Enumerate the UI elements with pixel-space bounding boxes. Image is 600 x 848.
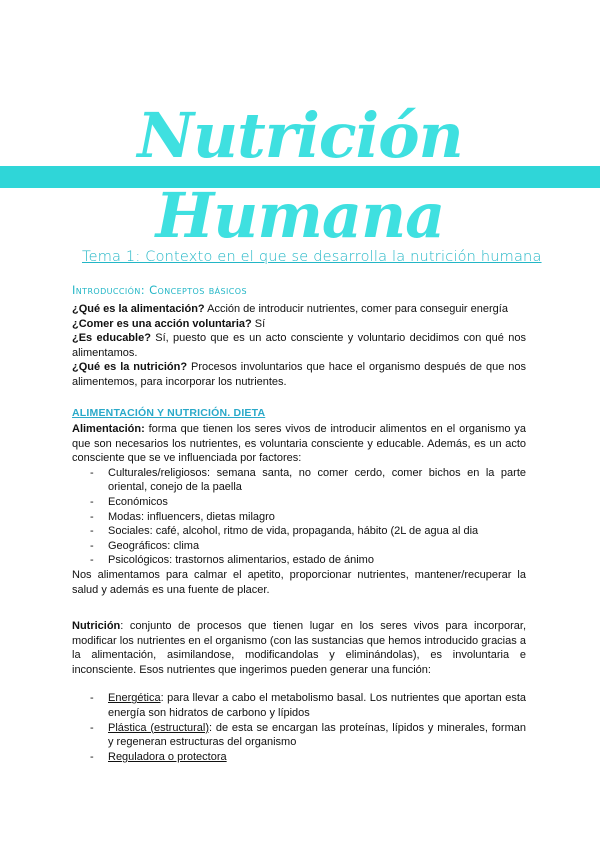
qa-item: ¿Qué es la nutrición? Procesos involuntarios que hace el organismo después de que nos alimentemos, para incorporar los nutrientes. [72,361,526,388]
nutricion-definition: Nutrición: conjunto de procesos que tienen lugar en los seres vivos para incorporar, modificar los nutrientes en el organismo (con las sustancias que hemos introducido gracias a la alimentación, asimilandose, modificandolas y eliminándolas), es involuntaria e inconsciente. Esos nutrientes que ingerimos pueden generar una función: [72,620,526,676]
list-item: - Modas: influencers, dietas milagro [72,510,526,525]
alimentacion-closing: Nos alimentamos para calmar el apetito, proporcionar nutrientes, mantener/recuperar la salud y además es una fuente de placer. [72,568,526,596]
list-item: - Sociales: café, alcohol, ritmo de vida, propaganda, hábito (2L de agua al dia [72,524,526,539]
alimentacion-definition: Alimentación: forma que tienen los seres vivos de introducir alimentos en el organismo ya que son necesarios los nutrientes, es voluntaria consciente y educable. Además, es un acto consciente que se ve influenciada por factores: [72,423,526,465]
qa-item: ¿Qué es la alimentación? Acción de introducir nutrientes, comer para conseguir energía [72,303,508,315]
section-heading-alimentacion: ALIMENTACIÓN Y NUTRICIÓN. DIETA [72,407,266,419]
topic-title: Tema 1: Contexto en el que se desarrolla la nutrición humana [82,249,542,265]
nutricion-block [72,619,526,764]
factors-list [72,466,526,568]
list-item: - Geográficos: clima [72,539,526,554]
functions-list [72,691,526,764]
alimentacion-block [72,422,526,597]
list-item: - Reguladora o protectora [72,750,526,765]
page-title: Nutrición Humana [137,99,463,252]
list-item: - Económicos [72,495,526,510]
qa-item: ¿Comer es una acción voluntaria? Sí [72,317,266,330]
qa-item: ¿Es educable? Sí, puesto que es un acto consciente y voluntario decidimos con qué nos alimentamos. [72,332,526,359]
intro-section-heading: Introducción: Conceptos básicos [72,283,247,297]
qa-block [72,302,526,390]
list-item: - Plástica (estructural): de esta se encargan las proteínas, lípidos y minerales, forman y regeneran estructuras del organismo [72,721,526,750]
list-item: - Energética: para llevar a cabo el metabolismo basal. Los nutrientes que aportan esta energía son hidratos de carbono y lípidos [72,691,526,720]
list-item: - Culturales/religiosos: semana santa, no comer cerdo, comer bichos en la parte oriental, conejo de la paella [72,466,526,495]
list-item: - Psicológicos: trastornos alimentarios, estado de ánimo [72,553,526,568]
